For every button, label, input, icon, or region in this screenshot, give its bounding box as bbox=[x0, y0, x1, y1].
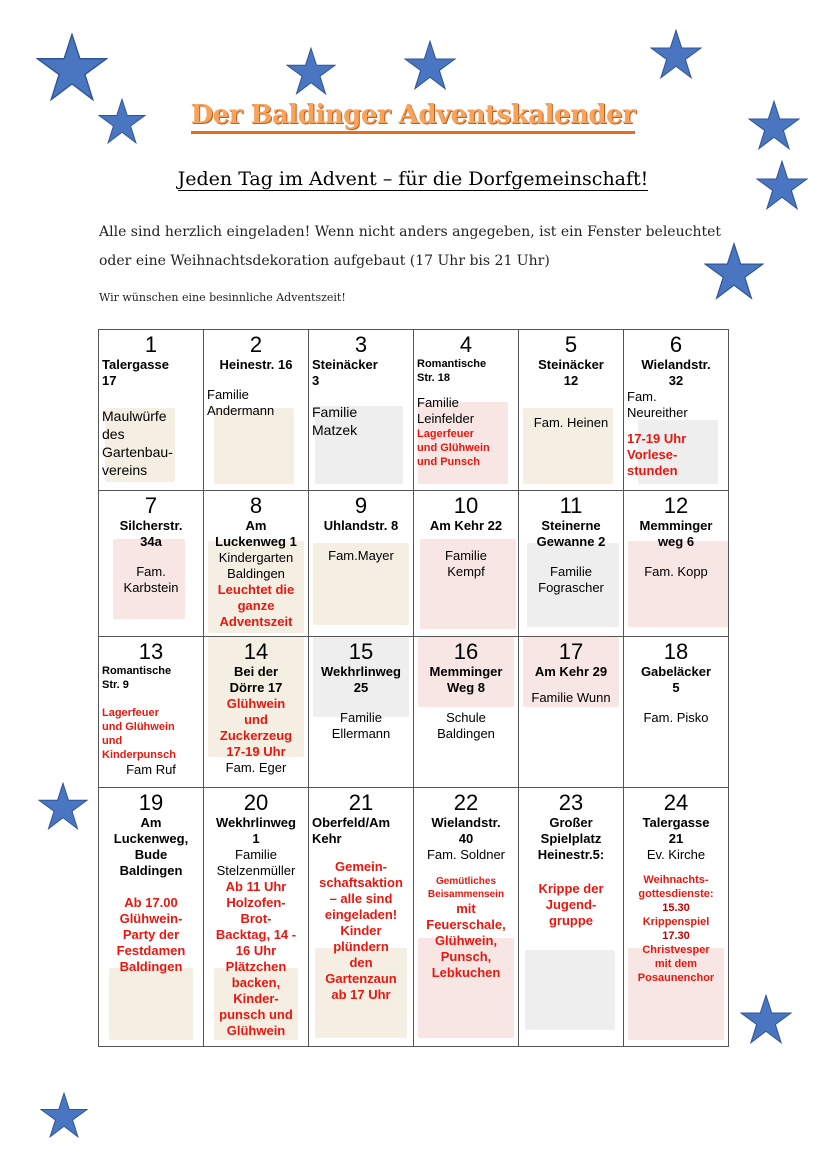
location: Memminger Weg 8 bbox=[429, 664, 503, 695]
day-number: 21 bbox=[348, 790, 374, 815]
page-title: Der Baldinger Adventskalender bbox=[0, 100, 826, 130]
day-number: 14 bbox=[243, 639, 269, 664]
host: Familie Andermann bbox=[207, 387, 275, 418]
location: Romantische Str. 9 bbox=[102, 665, 172, 691]
intro-line: Alle sind herzlich eingeladen! Wenn nicht anders angegeben, ist ein Fenster beleuchtet bbox=[99, 224, 721, 240]
day-cell bbox=[99, 788, 204, 1047]
star-icon bbox=[40, 1092, 88, 1138]
day-number: 10 bbox=[453, 493, 479, 518]
day-number: 6 bbox=[669, 332, 683, 357]
host: Fam. Eger bbox=[225, 760, 287, 775]
day-cell bbox=[414, 491, 519, 637]
day-cell bbox=[309, 637, 414, 788]
day-cell bbox=[414, 788, 519, 1047]
star-icon bbox=[36, 33, 108, 101]
day-number: 2 bbox=[249, 332, 263, 357]
location: Oberfeld/Am Kehr bbox=[312, 815, 391, 846]
day-cell bbox=[99, 637, 204, 788]
day-number: 22 bbox=[453, 790, 479, 815]
host: Kindergarten Baldingen bbox=[218, 550, 294, 581]
wish-text: Wir wünschen eine besinnliche Adventszeit! bbox=[99, 291, 346, 304]
host: Familie Leinfelder bbox=[417, 395, 475, 426]
day-number: 19 bbox=[138, 790, 164, 815]
location: Am Luckenweg, Bude Baldingen bbox=[113, 815, 189, 878]
location: Talergasse 21 bbox=[642, 815, 710, 846]
intro-line: oder eine Weihnachtsdekoration aufgebaut (17 Uhr bis 21 Uhr) bbox=[99, 253, 550, 269]
day-cell bbox=[99, 330, 204, 491]
host: Fam.Mayer bbox=[328, 548, 394, 563]
day-number: 16 bbox=[453, 639, 479, 664]
host: Familie Fograscher bbox=[538, 564, 604, 595]
day-cell bbox=[624, 788, 729, 1047]
day-number: 20 bbox=[243, 790, 269, 815]
location: Talergasse 17 bbox=[102, 357, 169, 388]
day-number: 17 bbox=[558, 639, 584, 664]
event-note: Ab 11 Uhr Holzofen- Brot- Backtag, 14 - 16 Uhr Plätzchen backen, Kinder- punsch und Glühwein bbox=[215, 879, 297, 1038]
event-note: Ab 17.00 Glühwein- Party der Festdamen Baldingen bbox=[116, 895, 186, 974]
day-cell bbox=[309, 491, 414, 637]
day-cell bbox=[204, 330, 309, 491]
location: Silcherstr. 34a bbox=[119, 518, 183, 549]
day-number: 9 bbox=[354, 493, 368, 518]
event-note: 17-19 Uhr Vorlese- stunden bbox=[627, 431, 687, 478]
event-note: mit Feuerschale, Glühwein, Punsch, Lebkuchen bbox=[426, 901, 506, 980]
star-icon bbox=[740, 994, 792, 1044]
event-note: Lagerfeuer und Glühwein und Kinderpunsch bbox=[102, 707, 176, 761]
decoration-image bbox=[109, 968, 193, 1040]
intro-text bbox=[99, 218, 739, 276]
host: Familie Ellermann bbox=[331, 710, 391, 741]
decoration-image bbox=[214, 408, 294, 484]
day-number: 13 bbox=[138, 639, 164, 664]
day-cell bbox=[204, 788, 309, 1047]
star-icon bbox=[286, 47, 336, 95]
host: Fam. Neureither bbox=[627, 389, 688, 420]
day-cell bbox=[624, 491, 729, 637]
day-cell bbox=[204, 637, 309, 788]
host: Familie Kempf bbox=[445, 548, 487, 579]
day-number: 11 bbox=[559, 493, 583, 518]
location: Großer Spielplatz Heinestr.5: bbox=[537, 815, 605, 862]
event-note: Leuchtet die ganze Adventszeit bbox=[217, 582, 295, 629]
location: Steinäcker 3 bbox=[312, 357, 378, 388]
day-number: 7 bbox=[144, 493, 158, 518]
host: Fam Ruf bbox=[126, 762, 176, 777]
day-number: 12 bbox=[663, 493, 689, 518]
day-number: 15 bbox=[348, 639, 374, 664]
day-cell bbox=[414, 637, 519, 788]
day-cell bbox=[414, 330, 519, 491]
location: Bei der Dörre 17 bbox=[229, 664, 283, 695]
location: Wielandstr. 32 bbox=[641, 357, 711, 388]
day-number: 24 bbox=[663, 790, 689, 815]
host: Fam. Kopp bbox=[644, 564, 708, 579]
event-note-small: Gemütliches Beisammensein bbox=[427, 876, 505, 900]
location: Uhlandstr. 8 bbox=[323, 518, 399, 533]
location: Romantische Str. 18 bbox=[417, 358, 487, 384]
event-note: Krippe der Jugend- gruppe bbox=[538, 881, 604, 928]
location: Wekhrlinweg 25 bbox=[321, 664, 401, 695]
host: Fam. Soldner bbox=[426, 847, 506, 862]
location: Wekhrlinweg 1 bbox=[216, 815, 296, 846]
location: Wielandstr. 40 bbox=[431, 815, 501, 846]
host: Ev. Kirche bbox=[646, 847, 706, 862]
day-cell bbox=[519, 788, 624, 1047]
location: Heinestr. 16 bbox=[219, 357, 293, 372]
location: Steinerne Gewanne 2 bbox=[536, 518, 606, 549]
host: Fam. Pisko bbox=[643, 710, 709, 725]
event-note: Glühwein und Zuckerzeug 17-19 Uhr bbox=[219, 696, 293, 759]
day-cell bbox=[519, 330, 624, 491]
day-cell bbox=[519, 491, 624, 637]
decoration-image bbox=[525, 950, 615, 1030]
location: Steinäcker 12 bbox=[538, 357, 604, 388]
star-icon bbox=[650, 29, 702, 79]
star-icon bbox=[38, 782, 88, 830]
day-cell bbox=[99, 491, 204, 637]
event-note: Gemein- schaftsaktion – alle sind eingeladen! Kinder plündern den Gartenzaun ab 17 Uhr bbox=[319, 859, 403, 1002]
day-number: 23 bbox=[558, 790, 584, 815]
location: Am Luckenweg 1 bbox=[215, 518, 297, 549]
day-cell bbox=[309, 788, 414, 1047]
host: Maulwürfe des Gartenbau- vereins bbox=[102, 408, 173, 478]
location: Memminger weg 6 bbox=[639, 518, 713, 549]
day-cell bbox=[624, 330, 729, 491]
event-note: Weihnachts- gottesdienste: 15.30 Krippenspiel 17.30 Christvesper mit dem Posaunenchor bbox=[637, 874, 715, 984]
day-number: 18 bbox=[663, 639, 689, 664]
advent-calendar-table bbox=[98, 329, 729, 1047]
star-icon bbox=[404, 40, 456, 90]
location: Gabeläcker 5 bbox=[640, 664, 712, 695]
day-cell bbox=[309, 330, 414, 491]
host: Fam. Heinen bbox=[533, 415, 609, 430]
event-note: Lagerfeuer und Glühwein und Punsch bbox=[417, 428, 490, 468]
day-number: 5 bbox=[564, 332, 578, 357]
day-number: 4 bbox=[459, 332, 473, 357]
day-number: 1 bbox=[144, 332, 158, 357]
day-number: 3 bbox=[354, 332, 368, 357]
host: Fam. Karbstein bbox=[123, 564, 179, 595]
day-cell bbox=[624, 637, 729, 788]
day-cell bbox=[519, 637, 624, 788]
location: Am Kehr 29 bbox=[534, 664, 608, 679]
location: Am Kehr 22 bbox=[429, 518, 503, 533]
host: Schule Baldingen bbox=[437, 710, 495, 741]
host: Familie Wunn bbox=[531, 690, 611, 705]
host: Familie Matzek bbox=[312, 404, 358, 438]
day-number: 8 bbox=[249, 493, 263, 518]
page-subtitle: Jeden Tag im Advent – für die Dorfgemeinschaft! bbox=[177, 168, 649, 190]
host: Familie Stelzenmüller bbox=[216, 847, 296, 878]
day-cell bbox=[204, 491, 309, 637]
